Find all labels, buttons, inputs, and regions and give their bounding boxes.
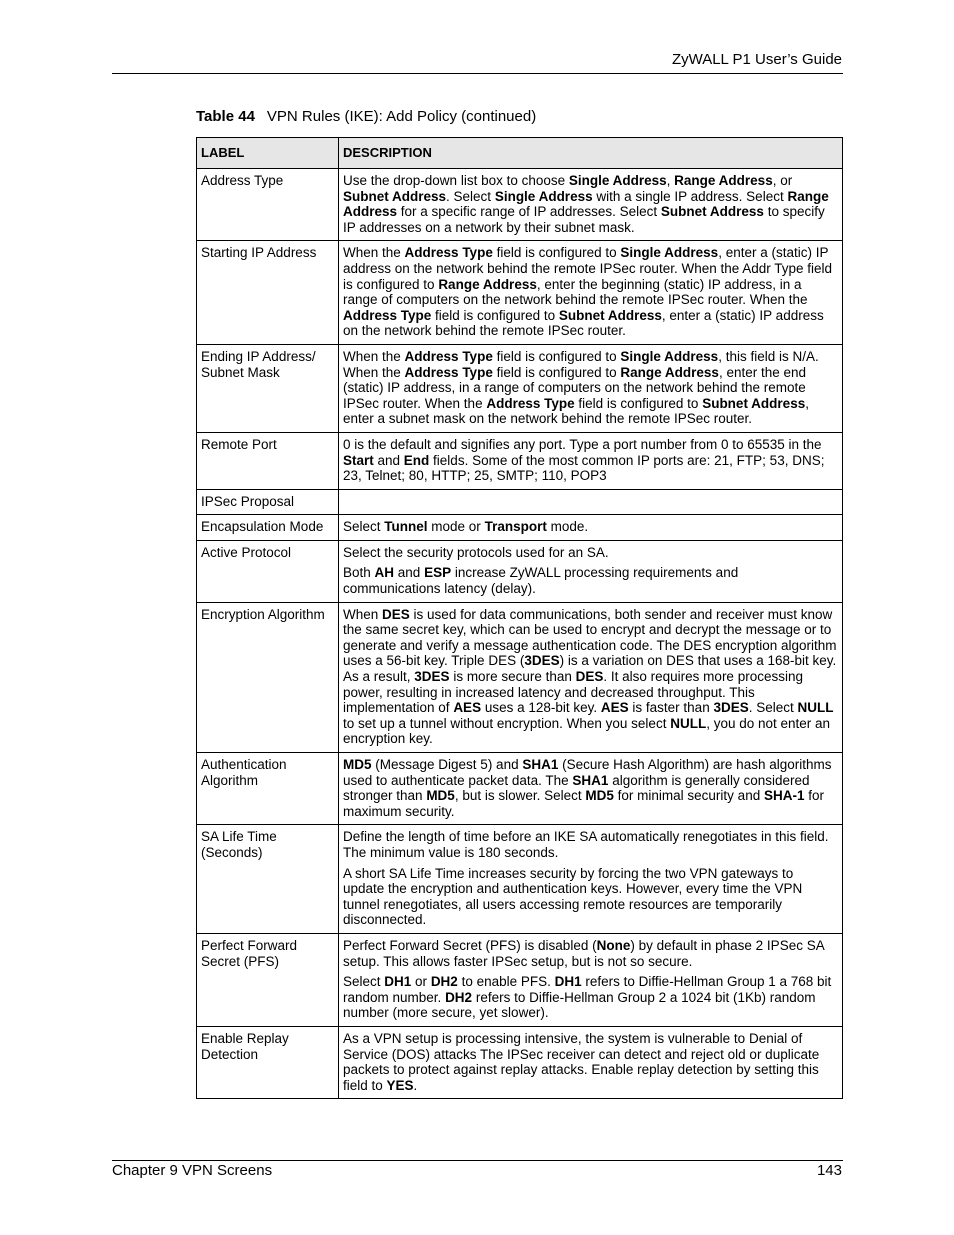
description-text: , enter a subnet mask on the network behind the remote IPSec router. xyxy=(343,395,809,427)
description-text: 0 is the default and signifies any port. Type a port number from 0 to 65535 in the xyxy=(343,436,822,452)
description-text: field is configured to xyxy=(431,307,559,323)
emphasized-term: None xyxy=(596,937,631,953)
description-text: Select the security protocols used for an SA. xyxy=(343,544,609,560)
description-text: Use the drop-down list box to choose xyxy=(343,173,569,188)
table-row xyxy=(197,489,843,515)
description-text: to specify IP addresses on a network by their subnet mask. xyxy=(343,204,825,235)
table-row xyxy=(197,753,843,825)
description-paragraph xyxy=(343,757,838,819)
emphasized-term: Single Address xyxy=(494,188,593,204)
row-description xyxy=(339,241,843,345)
row-description xyxy=(339,169,843,241)
row-label: Encapsulation Mode xyxy=(197,515,339,541)
emphasized-term: Subnet Address xyxy=(343,188,447,204)
table-body xyxy=(197,169,843,1099)
row-label: Ending IP Address/ Subnet Mask xyxy=(197,344,339,432)
emphasized-term: Subnet Address xyxy=(660,204,764,220)
description-text: for a specific range of IP addresses. Select xyxy=(397,204,661,220)
description-text: . xyxy=(413,1077,418,1093)
header-rule xyxy=(112,73,843,74)
description-text: Select xyxy=(343,974,385,990)
description-text: (Message Digest 5) and xyxy=(371,757,523,772)
vpn-rules-table xyxy=(196,137,843,1099)
description-text: mode. xyxy=(546,519,589,535)
row-description xyxy=(339,489,843,515)
row-description xyxy=(339,753,843,825)
emphasized-term: SHA1 xyxy=(522,757,559,772)
table-row xyxy=(197,241,843,345)
emphasized-term: Single Address xyxy=(568,173,667,188)
table-row xyxy=(197,515,843,541)
description-paragraph xyxy=(343,607,838,747)
emphasized-term: DH2 xyxy=(430,974,458,990)
table-row xyxy=(197,933,843,1026)
description-paragraph xyxy=(343,974,838,1021)
description-paragraph xyxy=(343,866,838,928)
emphasized-term: Range Address xyxy=(438,276,537,292)
description-paragraph xyxy=(343,938,838,969)
description-text: to set up a tunnel without encryption. When you select xyxy=(343,715,671,731)
description-paragraph xyxy=(343,173,838,235)
row-description xyxy=(339,602,843,752)
emphasized-term: 3DES xyxy=(414,669,450,685)
row-description xyxy=(339,540,843,602)
description-paragraph xyxy=(343,829,838,860)
emphasized-term: MD5 xyxy=(343,757,372,772)
emphasized-term: Address Type xyxy=(404,348,493,364)
description-text: is faster than xyxy=(628,700,714,716)
description-text: refers to Diffie-Hellman Group 1 a 768 bit random number. xyxy=(343,974,832,1005)
description-text: When the xyxy=(343,245,405,261)
emphasized-term: Range Address xyxy=(674,173,773,188)
description-paragraph xyxy=(343,245,838,339)
description-text: uses a 128-bit key. xyxy=(481,700,601,716)
description-text: When the xyxy=(343,348,405,364)
description-text: . Select xyxy=(748,700,798,716)
description-text: Define the length of time before an IKE SA automatically renegotiates in this field. The minimum value is 180 seconds. xyxy=(343,829,829,860)
description-text: for maximum security. xyxy=(343,788,824,819)
emphasized-term: SHA-1 xyxy=(763,788,805,804)
emphasized-term: Range Address xyxy=(343,188,829,220)
description-text: algorithm is generally considered stronger than xyxy=(343,772,810,804)
description-paragraph xyxy=(343,349,838,427)
emphasized-term: Tunnel xyxy=(384,519,428,535)
emphasized-term: Subnet Address xyxy=(558,307,662,323)
row-label: Starting IP Address xyxy=(197,241,339,345)
description-text: field is configured to xyxy=(574,395,703,411)
emphasized-term: Address Type xyxy=(486,395,575,411)
description-text: refers to Diffie-Hellman Group 2 a 1024 bit (1Kb) random number (more secure, yet slower). xyxy=(343,989,816,1021)
emphasized-term: SHA1 xyxy=(572,772,609,788)
table-row xyxy=(197,1026,843,1098)
footer-page-number: 143 xyxy=(816,1162,842,1179)
description-text: . It also requires more processing power, resulting in increased latency and decreased throughput. This implementation of xyxy=(343,669,803,716)
description-column-header: DESCRIPTION xyxy=(339,138,843,169)
description-text: , xyxy=(666,173,675,188)
description-text: , you do not enter an encryption key. xyxy=(343,715,831,747)
emphasized-term: Transport xyxy=(484,519,547,535)
table-row xyxy=(197,169,843,241)
description-text: field is configured to xyxy=(492,364,621,380)
description-paragraph xyxy=(343,1031,838,1093)
description-text: , enter the end (static) IP address, in a range of computers on the network behind the remote IPSec router. When the xyxy=(343,364,807,411)
emphasized-term: ESP xyxy=(424,565,452,581)
description-text: increase ZyWALL processing requirements and communications latency (delay). xyxy=(343,565,739,597)
row-label: Active Protocol xyxy=(197,540,339,602)
emphasized-term: End xyxy=(403,452,430,468)
table-row xyxy=(197,432,843,489)
description-text: mode or xyxy=(427,519,485,535)
row-description xyxy=(339,344,843,432)
description-text: Select xyxy=(343,519,385,535)
description-text: field is configured to xyxy=(492,348,621,364)
footer-rule xyxy=(112,1160,843,1161)
emphasized-term: MD5 xyxy=(585,788,614,804)
emphasized-term: DH1 xyxy=(554,974,582,990)
emphasized-term: DES xyxy=(382,606,410,622)
description-text: (Secure Hash Algorithm) are hash algorithms used to authenticate packet data. The xyxy=(343,757,832,788)
row-description xyxy=(339,515,843,541)
description-text: Both xyxy=(343,565,375,581)
description-paragraph xyxy=(343,565,838,596)
description-text: When xyxy=(343,606,383,622)
description-text: for minimal security and xyxy=(613,788,764,804)
emphasized-term: Single Address xyxy=(620,245,719,261)
description-paragraph xyxy=(343,437,838,484)
description-text: A short SA Life Time increases security by forcing the two VPN gateways to update the encryption and authentication keys. However, every time the VPN tunnel renegotiates, all users accessing remote resources are temporarily disconnected. xyxy=(343,865,803,928)
label-column-header: LABEL xyxy=(197,138,339,169)
emphasized-term: AES xyxy=(453,700,482,716)
row-label: IPSec Proposal xyxy=(197,489,339,515)
emphasized-term: Address Type xyxy=(404,245,493,261)
description-text: fields. Some of the most common IP ports are: 21, FTP; 53, DNS; 23, Telnet; 80, HTTP; 25, SMTP; 110, POP3 xyxy=(343,452,825,484)
description-text: or xyxy=(411,974,431,990)
row-description xyxy=(339,432,843,489)
row-label: Perfect Forward Secret (PFS) xyxy=(197,933,339,1026)
description-text: , but is slower. Select xyxy=(454,788,586,804)
emphasized-term: Single Address xyxy=(620,348,719,364)
description-text: is used for data communications, both sender and receiver must know the same secret key, which can be used to encrypt and decrypt the message or to generate and verify a message authentication code. The DES encryption algorithm uses a 56-bit key. Triple DES ( xyxy=(343,606,837,669)
emphasized-term: DES xyxy=(575,669,604,685)
emphasized-term: 3DES xyxy=(524,653,560,669)
description-text: with a single IP address. Select xyxy=(592,188,788,204)
row-label: Remote Port xyxy=(197,432,339,489)
table-caption-text: VPN Rules (IKE): Add Policy (continued) xyxy=(266,108,537,125)
row-description xyxy=(339,933,843,1026)
description-text: is more secure than xyxy=(449,669,576,685)
row-description xyxy=(339,1026,843,1098)
description-text: and xyxy=(373,452,404,468)
emphasized-term: Subnet Address xyxy=(702,395,806,411)
row-description xyxy=(339,825,843,934)
emphasized-term: Range Address xyxy=(620,364,719,380)
description-text: , enter a (static) IP address on the network behind the remote IPSec router. xyxy=(343,307,824,339)
emphasized-term: DH1 xyxy=(384,974,412,990)
table-header-row xyxy=(197,138,843,169)
description-text: and xyxy=(394,565,425,581)
description-text: field is configured to xyxy=(492,245,621,261)
emphasized-term: Start xyxy=(343,452,374,468)
description-text: ) by default in phase 2 IPSec SA setup. This allows faster IPSec setup, but is not so secure. xyxy=(343,937,824,969)
emphasized-term: AES xyxy=(600,700,629,716)
row-label: SA Life Time (Seconds) xyxy=(197,825,339,934)
emphasized-term: YES xyxy=(386,1077,414,1093)
description-paragraph xyxy=(343,519,838,535)
description-text: . Select xyxy=(446,188,495,204)
description-text: ) is a variation on DES that uses a 168-bit key. As a result, xyxy=(343,653,837,685)
table-caption-number: Table 44 xyxy=(196,108,255,125)
table-row xyxy=(197,540,843,602)
row-label: Authentication Algorithm xyxy=(197,753,339,825)
table-row xyxy=(197,825,843,934)
description-text: , enter the beginning (static) IP address, in a range of computers on the network behind the remote IPSec router. When the xyxy=(343,276,808,308)
description-text: Perfect Forward Secret (PFS) is disabled ( xyxy=(343,937,597,953)
description-text: As a VPN setup is processing intensive, the system is vulnerable to Denial of Service (DOS) attacks The IPSec receiver can detect and reject old or duplicate packets to protect against replay attacks. Enable replay detection by setting this field to xyxy=(343,1030,820,1093)
description-paragraph xyxy=(343,545,838,561)
emphasized-term: 3DES xyxy=(713,700,749,716)
description-text: , this field is N/A. When the xyxy=(343,348,819,380)
table-row xyxy=(197,602,843,752)
emphasized-term: Address Type xyxy=(343,307,432,323)
row-label: Address Type xyxy=(197,169,339,241)
running-header-title: ZyWALL P1 User’s Guide xyxy=(671,51,842,68)
emphasized-term: NULL xyxy=(670,715,707,731)
description-text: to enable PFS. xyxy=(457,974,555,990)
emphasized-term: DH2 xyxy=(445,989,473,1005)
emphasized-term: MD5 xyxy=(426,788,455,804)
emphasized-term: NULL xyxy=(797,700,834,716)
row-label: Enable Replay Detection xyxy=(197,1026,339,1098)
table-row xyxy=(197,344,843,432)
description-text: , enter a (static) IP address on the network behind the remote IPSec router. When the Addr Type field is configured to xyxy=(343,245,833,292)
emphasized-term: AH xyxy=(374,565,395,581)
row-label: Encryption Algorithm xyxy=(197,602,339,752)
description-text: , or xyxy=(772,173,793,188)
footer-chapter: Chapter 9 VPN Screens xyxy=(112,1162,273,1179)
table-caption xyxy=(196,108,536,125)
emphasized-term: Address Type xyxy=(404,364,493,380)
